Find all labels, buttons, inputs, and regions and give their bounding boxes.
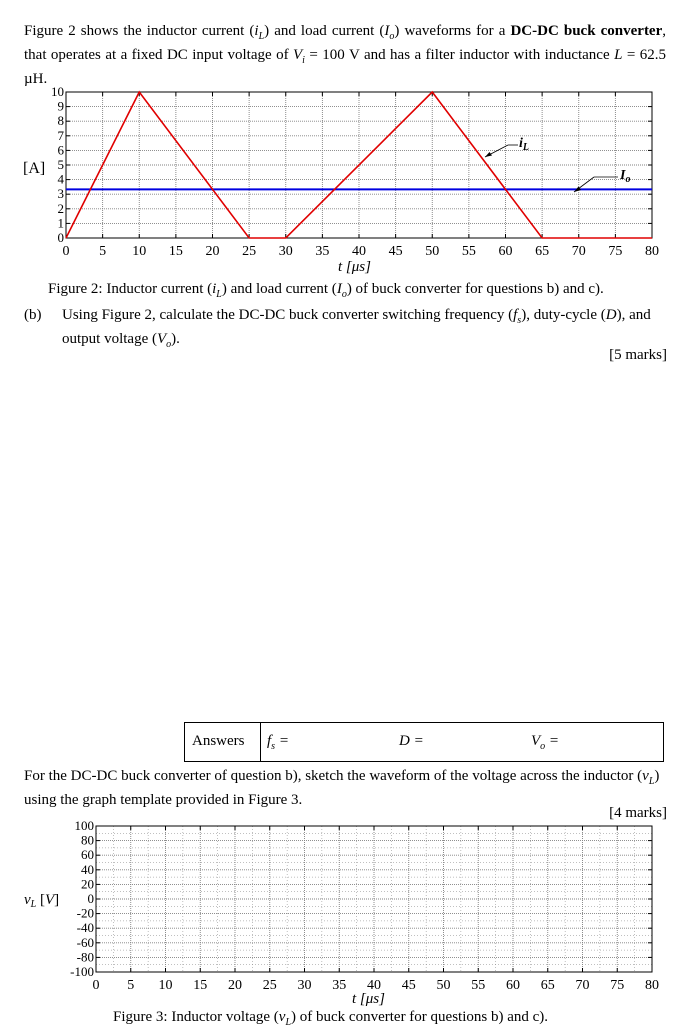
- figure-3-ytick-label: -60: [76, 934, 94, 950]
- figure-2-xtick-label: 35: [315, 244, 330, 259]
- figure-2-ytick-label: 8: [57, 113, 64, 129]
- figure-3-ytick-label: 60: [81, 847, 94, 863]
- figure-3-caption: Figure 3: Inductor voltage $(v_L)$ of buck converter for questions b) and c).: [113, 1009, 549, 1028]
- answers-label: Answers: [192, 733, 245, 749]
- question-b-text: Using Figure 2, calculate the DC-DC buck converter switching frequency $(f_s)$, duty-cycle (D), and output voltage $(V_o)$.: [62, 307, 651, 350]
- figure-2-xtick-label: 20: [205, 244, 220, 259]
- intro-text-4: , that operates at a fixed DC input voltage of: [24, 23, 667, 63]
- figure-3-ytick-label: 20: [81, 876, 94, 892]
- intro-L: L: [614, 47, 623, 63]
- figure-3-xtick-label: 20: [228, 978, 242, 993]
- intro-Vi-sub: i: [302, 55, 305, 66]
- figure-2-xtick-label: 60: [498, 244, 513, 259]
- figure-3-xtick-label: 35: [332, 978, 347, 993]
- intro-Io-sub: o: [389, 31, 395, 42]
- figure-3-xtick-label: 70: [575, 978, 590, 993]
- figure-2-xtick-label: 55: [461, 244, 476, 259]
- answer-D-field[interactable]: D =: [399, 733, 424, 749]
- figure-3-xtick-label: 30: [297, 978, 312, 993]
- figure-2-ytick-label: 9: [57, 98, 64, 114]
- intro-text-1: Figure 2 shows the inductor current (: [24, 23, 255, 39]
- figure-2-xtick-label: 80: [645, 244, 659, 259]
- figure-3-grid: [96, 826, 652, 972]
- question-b-marker: (b): [24, 307, 42, 323]
- figure-3-y-ticks: [70, 818, 652, 979]
- intro-text-3: ) waveforms for a: [394, 23, 511, 39]
- figure-2-ytick-label: 10: [51, 85, 64, 99]
- figure-2-xtick-label: 75: [608, 244, 623, 259]
- figure-2-ytick-label: 6: [57, 142, 64, 158]
- figure-2-y-ticks: [51, 85, 652, 245]
- figure-2-xtick-label: 40: [352, 244, 366, 259]
- figure-3-ytick-label: 80: [81, 832, 94, 848]
- intro-text-6: = 62.5 µH.: [24, 47, 666, 87]
- intro-bold-term: DC-DC buck converter: [510, 23, 663, 39]
- intro-text-2: ) and load current (: [264, 23, 385, 39]
- intro-Io: I: [384, 23, 390, 39]
- answers-divider: [260, 723, 261, 761]
- figure-2-xtick-label: 15: [168, 244, 183, 259]
- figure-2-xtick-label: 65: [535, 244, 550, 259]
- intro-iL-sub: L: [258, 31, 265, 42]
- figure-3-ytick-label: -80: [76, 949, 94, 965]
- Io-label: $I_o$: [620, 168, 631, 185]
- figure-3-xtick-label: 10: [158, 978, 173, 993]
- figure-2-caption: Figure 2: Inductor current $(i_L)$ and load current $(I_o)$ of buck converter for questions b) and c).: [48, 281, 604, 300]
- figure-3-xtick-label: 45: [401, 978, 416, 993]
- figure-3-xtick-label: 55: [471, 978, 486, 993]
- intro-iL: i: [254, 23, 259, 39]
- figure-2-xlabel: t [μs]: [338, 259, 371, 275]
- figure-2-xtick-label: 5: [99, 244, 107, 259]
- answer-fs-field[interactable]: $f_s$ =: [267, 733, 289, 752]
- figure-3-ytick-label: -40: [76, 920, 94, 936]
- figure-2-x-ticks: [63, 92, 660, 259]
- figure-3-xlabel: t [μs]: [352, 991, 385, 1007]
- figure-3-chart[interactable]: [0, 818, 695, 1008]
- figure-3-xtick-label: 25: [262, 978, 277, 993]
- intro-text-5: = 100 V and has a filter inductor with inductance: [304, 47, 615, 63]
- figure-3-xtick-label: 5: [127, 978, 135, 993]
- figure-3-xtick-label: 80: [645, 978, 659, 993]
- figure-3-xtick-label: 0: [92, 978, 100, 993]
- answers-box[interactable]: [184, 722, 664, 762]
- figure-2-xtick-label: 0: [62, 244, 70, 259]
- figure-2-ytick-label: 5: [57, 157, 64, 172]
- figure-3-x-ticks: [93, 826, 660, 993]
- figure-2-xtick-label: 45: [388, 244, 403, 259]
- figure-2-xtick-label: 25: [242, 244, 257, 259]
- figure-2-chart: [0, 85, 695, 280]
- figure-3-xtick-label: 15: [193, 978, 208, 993]
- figure-2-ytick-label: 2: [57, 200, 64, 216]
- figure-2-xtick-label: 10: [132, 244, 147, 259]
- figure-3-xtick-label: 40: [367, 978, 381, 993]
- figure-3-ytick-label: -20: [76, 905, 94, 921]
- question-b-marks: [5 marks]: [609, 347, 667, 363]
- figure-2-ylabel: [A]: [23, 160, 46, 177]
- figure-3-xtick-label: 65: [540, 978, 555, 993]
- figure-3-xtick-label: 50: [436, 978, 451, 993]
- question-c-marks: [4 marks]: [609, 805, 667, 821]
- figure-3-ylabel: $v_L$ [V]: [24, 892, 60, 910]
- answer-Vo-field[interactable]: $V_o$ =: [531, 733, 560, 752]
- figure-2-xtick-label: 50: [425, 244, 440, 259]
- figure-3-xtick-label: 60: [506, 978, 520, 993]
- figure-2-ytick-label: 0: [57, 230, 64, 245]
- intro-paragraph: [24, 22, 666, 88]
- figure-3-ytick-label: 0: [87, 891, 94, 906]
- figure-3-ytick-label: 100: [74, 818, 94, 833]
- figure-2-xtick-label: 30: [278, 244, 293, 259]
- intro-Vi: V: [293, 47, 303, 63]
- figure-2-ytick-label: 4: [57, 171, 64, 187]
- question-c-text: For the DC-DC buck converter of question b), sketch the waveform of the voltage across the inductor $(v_L)$ using the graph template provided in Figure 3.: [24, 768, 660, 808]
- iL-arrow-head: [485, 152, 492, 157]
- figure-3-xtick-label: 75: [610, 978, 625, 993]
- figure-2-ytick-label: 1: [57, 215, 64, 231]
- iL-label: $i_L$: [519, 136, 529, 153]
- figure-2-ytick-label: 3: [57, 186, 64, 202]
- figure-2-xtick-label: 70: [571, 244, 586, 259]
- figure-3-ytick-label: 40: [81, 861, 94, 877]
- figure-2-ytick-label: 7: [57, 127, 64, 143]
- figure-3-ytick-label: -100: [70, 964, 94, 979]
